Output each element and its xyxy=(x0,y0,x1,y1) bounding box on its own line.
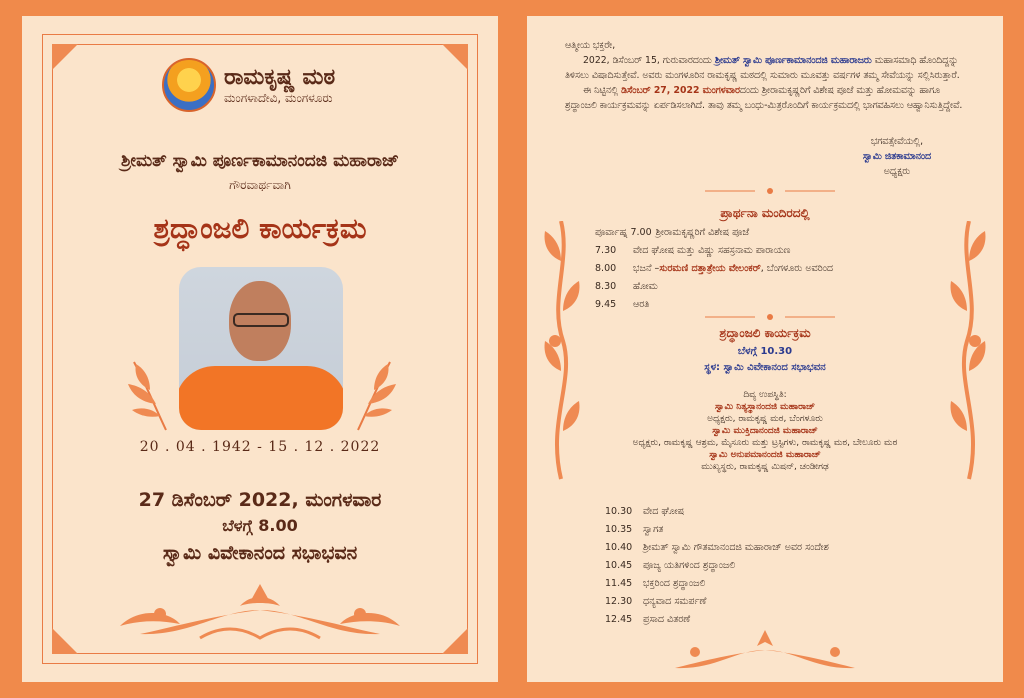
honor-text: ಗೌರವಾರ್ಥವಾಗಿ xyxy=(229,178,291,192)
logo-subtitle: ಮಂಗಳಾದೇವಿ, ಮಂಗಳೂರು xyxy=(224,90,333,105)
event-date: 27 ಡಿಸೆಂಬರ್ 2022, ಮಂಗಳವಾರ xyxy=(138,489,382,511)
prayer-hall-schedule xyxy=(595,223,833,313)
math-logo xyxy=(162,58,335,112)
floral-sprig-left-icon xyxy=(126,354,172,432)
program-title: ಶ್ರದ್ಧಾಂಜಲಿ ಕಾರ್ಯಕ್ರಮ xyxy=(153,212,367,245)
frame-corner xyxy=(442,628,468,654)
tribute-time: ಬೆಳಗ್ಗೆ 10.30 xyxy=(737,346,793,357)
divider-ornament-icon xyxy=(705,312,835,322)
salutation: ಆತ್ಮೀಯ ಭಕ್ತರೇ, xyxy=(565,40,616,51)
schedule-row: 12.30 ಧನ್ಯವಾದ ಸಮರ್ಪಣೆ xyxy=(605,595,707,607)
divider-ornament-icon xyxy=(705,186,835,196)
life-dates: 20 . 04 . 1942 - 15 . 12 . 2022 xyxy=(139,439,381,455)
emblem-icon xyxy=(162,58,216,112)
swami-name: ಶ್ರೀಮತ್ ಸ್ವಾಮಿ ಪೂರ್ಣಕಾಮಾನಂದಜಿ ಮಹಾರಾಜ್ xyxy=(121,151,399,171)
schedule-row: ಪೂರ್ವಾಹ್ನ 7.00 ಶ್ರೀರಾಮಕೃಷ್ಣರಿಗೆ ವಿಶೇಷ ಪೂಜೆ xyxy=(595,226,750,238)
schedule-row: 8.00 ಭಜನೆ – ಸುರಮಣಿ ದತ್ತಾತ್ರೇಯ ವೇಲಂಕರ್ , ಬೆಂಗಳೂರು ಅವರಿಂದ xyxy=(595,262,834,274)
schedule-row: 8.30 ಹೋಮ xyxy=(595,280,658,292)
signature-block: ಭಗವತ್ಸೇವೆಯಲ್ಲಿ, ಸ್ವಾಮಿ ಜಿತಕಾಮಾನಂದ ಅಧ್ಯಕ್ಷರು xyxy=(862,136,931,177)
prayer-hall-title: ಪ್ರಾರ್ಥನಾ ಮಂದಿರದಲ್ಲಿ xyxy=(720,206,810,220)
schedule-row: 11.45 ಭಕ್ತರಿಂದ ಶ್ರದ್ಧಾಂಜಲಿ xyxy=(605,577,706,589)
guest-name: ಸ್ವಾಮಿ ಮುಕ್ತಿದಾನಂದಜಿ ಮಹಾರಾಜ್ xyxy=(712,426,818,436)
swami-photo xyxy=(179,267,343,430)
bottom-floral-ornament-icon xyxy=(655,626,875,674)
schedule-row: 10.35 ಸ್ವಾಗತ xyxy=(605,523,664,535)
schedule-row: 12.45 ಪ್ರಸಾದ ವಿತರಣೆ xyxy=(605,613,691,625)
guest-name: ಸ್ವಾಮಿ ಅನುಪಮಾನಂದಜಿ ಮಹಾರಾಜ್ xyxy=(709,450,821,460)
schedule-row: 10.40 ಶ್ರೀಮತ್ ಸ್ವಾಮಿ ಗೌತಮಾನಂದಜಿ ಮಹಾರಾಜ್ ಅವರ ಸಂದೇಶ xyxy=(605,541,829,553)
letter-paragraph-2: ಈ ನಿಟ್ಟಿನಲ್ಲಿ ಡಿಸೆಂಬರ್ 27, 2022 ಮಂಗಳವಾರದಂದು ಶ್ರೀರಾಮಕೃಷ್ಣರಿಗೆ ವಿಶೇಷ ಪೂಜೆ ಮತ್ತು ಹೋಮವನ್ನು ಹಾಗೂ ಶ್ರದ್ಧಾಂಜಲಿ ಕಾರ್ಯಕ್ರಮವನ್ನು ಏರ್ಪಡಿಸಲಾಗಿದೆ. ತಾವು ತಮ್ಮ ಬಂಧು-ಮಿತ್ರರೊಂದಿಗೆ ಕಾರ್ಯಕ್ರಮದಲ್ಲಿ ಭಾಗವಹಿಸಲು ಆಹ್ವಾನಿಸುತ್ತಿದ್ದೇವೆ. xyxy=(565,85,963,111)
logo-title: ರಾಮಕೃಷ್ಣ ಮಠ xyxy=(224,64,336,90)
signatory-name: ಸ್ವಾಮಿ ಜಿತಕಾಮಾನಂದ xyxy=(862,151,931,162)
floral-sprig-right-icon xyxy=(352,354,398,432)
frame-corner xyxy=(52,44,78,70)
schedule-row: 9.45 ಆರತಿ xyxy=(595,298,650,310)
cover-panel xyxy=(22,16,498,682)
guest-list: ದಿವ್ಯ ಉಪಸ್ಥಿತಿ: ಸ್ವಾಮಿ ನಿತ್ಯಸ್ಥಾನಂದಜಿ ಮಹಾರಾಜ್ ಅಧ್ಯಕ್ಷರು, ರಾಮಕೃಷ್ಣ ಮಠ, ಬೆಂಗಳೂರು ಸ್ವಾಮಿ ಮುಕ್ತಿದಾನಂದಜಿ ಮಹಾರಾಜ್ ಅಧ್ಯಕ್ಷರು, ರಾಮಕೃಷ್ಣ ಆಶ್ರಮ, ಮೈಸೂರು ಮತ್ತು ಟ್ರಸ್ಟಿಗಳು, ರಾಮಕೃಷ್ಣ ಮಠ, ಬೇಲೂರು ಮಠ ಸ್ವಾಮಿ ಅನುಪಮಾನಂದಜಿ ಮಹಾರಾಜ್ ಮುಖ್ಯಸ್ಥರು, ರಾಮಕೃಷ್ಣ ಮಿಷನ್, ಚಂಡೀಗಢ xyxy=(527,389,1003,473)
tribute-venue: ಸ್ಥಳ: ಸ್ವಾಮಿ ವಿವೇಕಾನಂದ ಸಭಾಭವನ xyxy=(704,362,826,373)
vine-right-icon xyxy=(949,221,989,481)
swami-name-highlight: ಶ್ರೀಮತ್ ಸ್ವಾಮಿ ಪೂರ್ಣಕಾಮಾನಂದಜಿ ಮಹಾರಾಜರು xyxy=(714,55,872,66)
event-venue: ಸ್ವಾಮಿ ವಿವೇಕಾನಂದ ಸಭಾಭವನ xyxy=(162,542,358,564)
bottom-floral-ornament-icon xyxy=(100,576,420,646)
frame-corner xyxy=(52,628,78,654)
invitation-letter xyxy=(565,38,967,113)
date-highlight: ಡಿಸೆಂಬರ್ 27, 2022 ಮಂಗಳವಾರ xyxy=(621,85,740,96)
event-time: ಬೆಳಗ್ಗೆ 8.00 xyxy=(222,516,298,535)
schedule-row: 10.30 ವೇದ ಘೋಷ xyxy=(605,505,685,517)
tribute-title: ಶ್ರದ್ಧಾಂಜಲಿ ಕಾರ್ಯಕ್ರಮ xyxy=(719,326,811,340)
vine-left-icon xyxy=(541,221,581,481)
tribute-schedule xyxy=(605,502,829,628)
guest-name: ಸ್ವಾಮಿ ನಿತ್ಯಸ್ಥಾನಂದಜಿ ಮಹಾರಾಜ್ xyxy=(714,402,816,412)
frame-corner xyxy=(442,44,468,70)
schedule-row: 7.30 ವೇದ ಘೋಷ ಮತ್ತು ವಿಷ್ಣು ಸಹಸ್ರನಾಮ ಪಾರಾಯಣ xyxy=(595,244,791,256)
schedule-row: 10.45 ಪೂಜ್ಯ ಯತಿಗಳಿಂದ ಶ್ರದ್ಧಾಂಜಲಿ xyxy=(605,559,736,571)
letter-paragraph-1: 2022, ಡಿಸೆಂಬರ್ 15, ಗುರುವಾರದಂದು ಶ್ರೀಮತ್ ಸ್ವಾಮಿ ಪೂರ್ಣಕಾಮಾನಂದಜಿ ಮಹಾರಾಜರು ಮಹಾಸಮಾಧಿ ಹೊಂದಿದ್ದನ್ನು ತಿಳಿಸಲು ವಿಷಾದಿಸುತ್ತೇವೆ. ಅವರು ಮಂಗಳೂರಿನ ರಾಮಕೃಷ್ಣ ಮಠದಲ್ಲಿ ಸುಮಾರು ಮೂವತ್ತು ವರ್ಷಗಳ ತಮ್ಮ ಸೇವೆಯನ್ನು ಸಲ್ಲಿಸಿರುತ್ತಾರೆ. xyxy=(565,55,960,81)
schedule-panel xyxy=(527,16,1003,682)
